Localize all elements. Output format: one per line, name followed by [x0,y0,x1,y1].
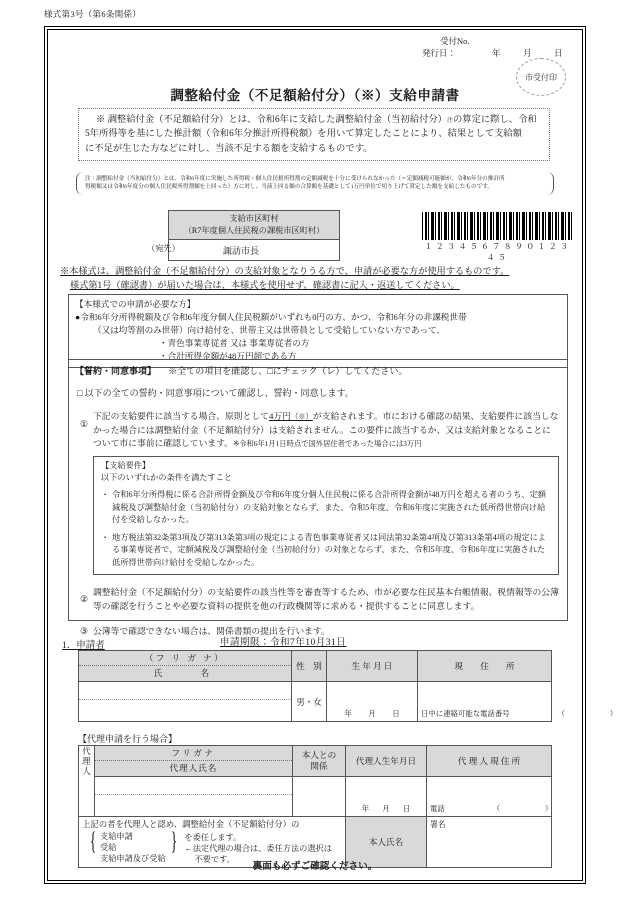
who-must-apply-box [68,294,568,368]
who-must-apply-bullet2: ・合計所得金額が48万円超である方 [159,351,297,362]
proxy-name-input[interactable] [95,795,292,816]
requirement-item: ・ 令和6年分所得税に係る合計所得金額及び令和6年度分個人住民税に係る合計所得金額が48万円を超える者のうち、定額減税及び調整給付金（当初給付分）の支給対象とならず、また、令和5年度、令和6年度に実施された低所得世帯向け給付を受給しなかった。 [101,489,551,526]
note-line1-cont: の算定に際し、令和 [452,115,537,125]
proxy-birth-year-label: 年 [361,804,370,813]
delegation-right-2: ←法定代理の場合は、委任方法の選択は [184,843,332,853]
proxy-relation-input[interactable] [293,777,346,817]
proxy-birth-input[interactable] [346,777,427,817]
notice-line2: 様式第1号（確認書）が届いた場合は、本様式を使用せず、確認書に記入・返送してください。 [70,279,460,290]
who-must-apply-line1: ●令和6年分所得税額及び令和6年度分個人住民税額がいずれも0円の方、かつ、令和6年分の非課税世帯 [75,312,467,323]
name-input[interactable] [79,700,291,721]
delegation-option-2[interactable]: 受給 [100,842,117,852]
proxy-address-header: 代 理 人 現 住 所 [427,746,552,777]
address-input[interactable] [418,682,628,722]
pledge-item-3-number: ③ [79,625,89,636]
tel-label: 日中に連絡可能な電話番号 [421,709,510,718]
furigana-header: （フ リ ガ ナ） [79,651,291,666]
usage-notice [60,265,572,293]
delegation-right-3: 不要です。 [194,854,235,864]
proxy-relation-line1: 本人との [301,750,337,761]
proxy-relation-line2: 関係 [310,761,328,771]
pledge-item-1-amount-note: （※） [290,412,313,421]
sex-header: 性 別 [292,651,327,682]
pledge-item-2 [69,586,567,613]
addressee-header-line2: （R7年度個人住民税の課税市区町村） [183,225,325,235]
note-line3: に不足が生じた方などに対し、当該不足する額を支給するものです。 [85,143,373,154]
applicant-name-input-cell[interactable] [79,682,292,722]
issue-date-label: 発行日： [422,48,457,58]
proxy-birth-day-label: 日 [402,804,411,813]
pledge-item-1-number: ① [79,419,89,429]
pledge-item-1-text-b: が支給されます。市における確認の結果、支給要件に該当しなかった場合には調整給付金（不足額給付分）は支給されません。この要件に該当するか、又は支給対象となることについて市に事前に確認しています。 [93,411,559,449]
address-header: 現 住 所 [418,651,552,682]
pledge-subtitle: ※全ての項目を確認し、□にチェック（レ）してください。 [168,366,408,376]
applicant-table [78,650,628,722]
form-number: 様式第3号（第6条関係） [44,9,142,19]
furigana-input[interactable] [79,682,291,700]
stamp-label: 市受付印 [525,72,557,82]
proxy-birth-month-label: 月 [382,804,390,813]
pledge-item-1-tiny: ※令和6年1月1日時点で国外居住者であった場合には3万円 [233,439,422,449]
proxy-section-label: 【代理申請を行う場合】 [78,734,178,744]
table-row [79,682,552,722]
proxy-name-header [95,746,293,777]
brace-icon: { [89,827,97,855]
pledge-master-checkbox[interactable] [69,377,567,399]
proxy-tel-input[interactable]: （ ） [492,804,563,813]
addressee-body [147,240,340,261]
proxy-tel-label: 電話 [430,804,445,813]
requirement-subtitle: 以下のいずれかの条件を満たすこと [101,473,233,483]
delegation-right-1: を委任します。 [184,832,242,842]
proxy-furigana-input[interactable] [95,777,292,795]
birth-header: 生 年 月 日 [327,651,418,682]
sex-input[interactable]: 男・女 [292,682,327,722]
birth-year-label: 年 [344,709,352,718]
brace-close-icon: } [170,827,177,855]
proxy-birth-header: 代理人生年月日 [346,746,427,777]
addressee-header-line1: 支給市区町村 [229,214,279,223]
principal-name-header: 本人氏名 [346,817,427,868]
footnote-box [76,172,554,195]
delegation-option-1[interactable]: 支給申請 [100,831,133,841]
note-line2: 5年所得等を基にした推計額（令和6年分推計所得税額）を用いて算定したことにより、結果として支給額 [85,129,522,140]
proxy-furigana-header: フリガナ [95,746,292,761]
pledge-item-2-text: 調整給付金（不足額給付分）の支給要件の該当性等を審査等するため、市が必要な住民基本台帳情報、税情報等の公簿等の確認を行うことや必要な資料の提供を他の行政機関等に求める・提供することに同意します。 [93,587,559,611]
delegation-lead: 上記の者を代理人と認め、調整給付金（不足額給付分）の [82,820,300,829]
proxy-side-label: 代 理 人 [79,746,95,817]
requirement-title: 【支給要件】 [101,460,151,470]
back-side-notice: 裏面も必ずご確認ください。 [252,861,378,872]
name-header: 氏 名 [153,668,217,678]
pledge-item-2-number: ② [79,594,89,605]
pledge-title: 【誓約・同意事項】 [75,366,157,376]
footnote-line2: 得税額又は令和6年度分の個人住民税所得割額を上回った）方に対し、当該上回る額の合算額を基礎として1万円単位で切り上げて算定した額を支給したものです。 [85,184,493,191]
who-must-apply-title: 【本様式での申請が必要な方】 [75,299,196,309]
table-row [79,746,552,777]
tel-input[interactable]: （ ） [557,709,628,718]
who-must-apply-bullet1: ・青色事業専従者 又は 事業専従者の方 [159,338,310,349]
pledge-item-3-text: 公簿等で確認できない場合は、関係書類の提出を行います。 [93,625,330,636]
document-frame [44,26,628,884]
receipt-block [422,35,572,59]
addressee-header [168,210,340,240]
requirement-box [93,456,559,575]
atesaki-label: （宛先） [147,243,180,253]
notice-line1: ※本様式は、調整給付金（不足額給付分）の支給対象となりうる方で、申請が必要な方が使用するものです。 [60,266,510,276]
applicant-name-header [79,651,292,682]
signature-label: 署名 [430,820,446,829]
page-title: 調整給付金（不足額給付分）（※）支給申請書 [170,88,460,103]
requirement-item: ・ 地方税法第32条第3項及び第313条第3項の規定による青色事業専従者又は同法第32条第4項及び第313条第4項の規定による事業専従者で、定額減税及び調整給付金（当初給付分）の対象とならず、また、令和5年度、令和6年度に実施された低所得世帯向け給付を受給しなかった。 [101,532,551,569]
note-line1: ※ 調整給付金（不足額給付分）とは、令和6年に支給した調整給付金（当初給付分） [96,115,447,125]
birth-input[interactable] [327,682,418,722]
issue-date-ymd: 年 月 日 [492,48,570,58]
pledge-checkbox-label: □ 以下の全ての誓約・同意事項について確認し、誓約・同意します。 [77,388,354,398]
proxy-table [78,745,563,868]
applicant-section-label: 1．申請者 [62,641,105,651]
pledge-item-1-amount: 4万円 [268,411,291,421]
table-row [79,651,552,682]
proxy-name-input-cell[interactable] [95,777,293,817]
footnote-line1: 注：調整給付金（当初給付分）とは、令和6年度に実施した所得税・個人住民税所得割の定額減税を十分に受けられなかった（＝定額減税可能額が、令和6年分の推計所 [85,176,505,182]
application-deadline: 申請期限：令和7年10月31日 [220,638,347,648]
receipt-no-label: 受付No. [440,36,470,46]
barcode-bars [422,212,572,240]
proxy-address-input[interactable] [427,777,563,817]
who-must-apply-line2: （又は均等割のみ世帯）向け給付を、世帯主又は世帯員として受給していない方であって、 [93,325,446,336]
mayor-name: 諏訪市長 [223,245,260,256]
birth-day-label: 日 [392,709,400,718]
addressee-block [147,210,340,261]
birth-month-label: 月 [368,709,376,718]
pledge-item-1-text-a: 下記の支給要件に該当する場合、原則として [93,411,269,421]
definition-note-box [78,108,550,161]
pledge-header [69,360,567,377]
barcode-digits: １２３４５６７８９０１２３４５ [424,242,572,262]
delegation-option-3[interactable]: 支給申請及び受給 [100,853,166,863]
barcode [422,212,574,263]
proxy-relation-header [293,746,346,777]
table-row [79,777,552,817]
requirement-list [101,489,551,569]
pledge-item-1 [69,410,567,575]
note-line1-sub: 注 [446,118,453,124]
proxy-name-header-label: 代理人氏名 [169,763,218,773]
pledge-consent-box [68,359,568,636]
